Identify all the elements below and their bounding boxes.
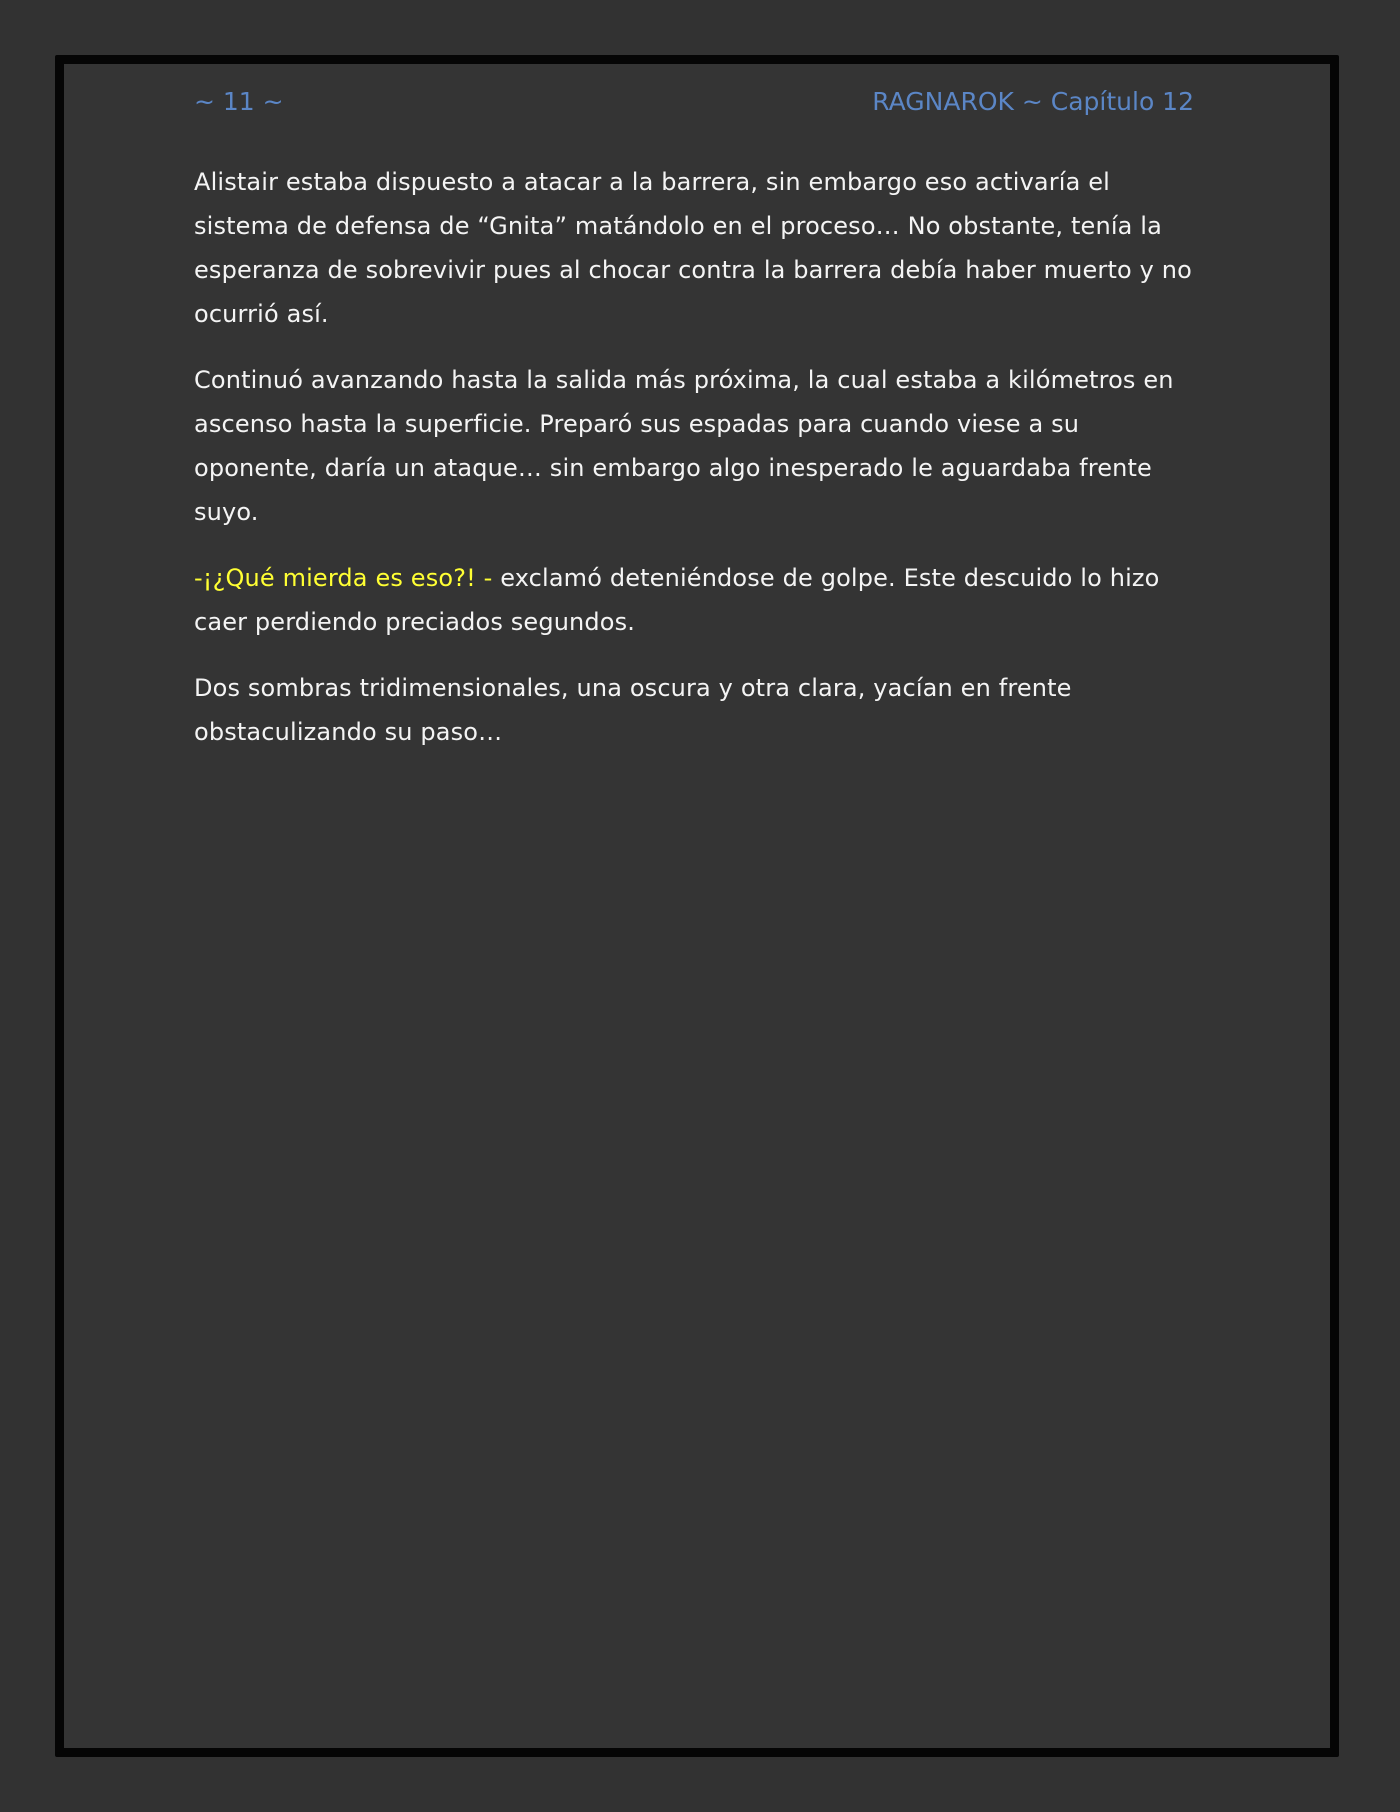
chapter-text — [194, 160, 1204, 776]
page-number: ~ 11 ~ — [194, 87, 284, 116]
paragraph-1: Alistair estaba dispuesto a atacar a la barrera, sin embargo eso activaría el sistema de defensa de “Gnita” matándolo en el proceso… No obstante, tenía la esperanza de sobrevivir pues al chocar contra la barrera debía haber muerto y no ocurrió así. — [194, 168, 1192, 328]
chapter-title: RAGNAROK ~ Capítulo 12 — [872, 87, 1194, 116]
dialogue-paragraph — [194, 556, 1204, 644]
page-header — [194, 82, 1194, 122]
paragraph-2: Continuó avanzando hasta la salida más próxima, la cual estaba a kilómetros en ascenso hasta la superficie. Preparó sus espadas para cuando viese a su oponente, daría un ataque… sin embargo algo inesperado le aguardaba frente suyo. — [194, 366, 1174, 526]
dialogue-quote: -¡¿Qué mierda es eso?! - — [194, 564, 493, 592]
dialogue-narration: exclamó deteniéndose de golpe. Este descuido lo hizo caer perdiendo preciados segundos. — [194, 564, 1160, 636]
paragraph-4: Dos sombras tridimensionales, una oscura y otra clara, yacían en frente obstaculizando su paso… — [194, 674, 1072, 746]
